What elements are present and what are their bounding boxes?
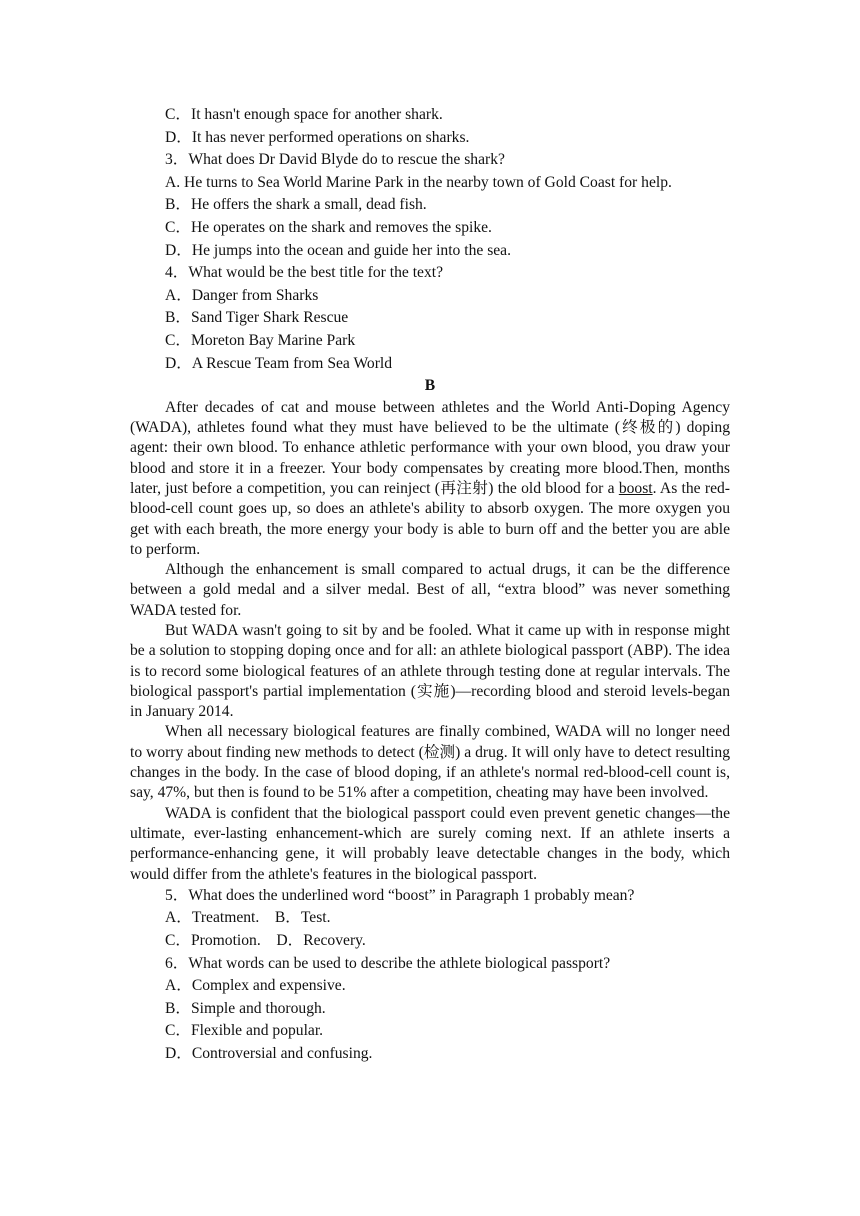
q4-stem: 4．What would be the best title for the text? (165, 264, 444, 282)
q3-option-a: A. He turns to Sea World Marine Park in the nearby town of Gold Coast for help. (165, 173, 672, 191)
q3-option-b: B．He offers the shark a small, dead fish. (165, 196, 427, 214)
passage-paragraph-5: WADA is confident that the biological passport could even prevent genetic changes—the ultimate, ever-lasting enhancement-which are surely coming next. If an athlete inserts a performance-enhancing gene, it will probably leave detectable changes in the body, which would differ from the athlete's features in the biological passport. (130, 804, 730, 883)
q3-option-c: C．He operates on the shark and removes the spike. (165, 218, 492, 236)
q6-option-c: C．Flexible and popular. (165, 1022, 324, 1040)
underlined-word: boost (618, 479, 653, 497)
q5-options-cd: C．Promotion. D．Recovery. (165, 932, 366, 950)
passage-paragraph-3: But WADA wasn't going to sit by and be fooled. What it came up with in response might be a solution to stopping doping once and for all: an athlete biological passport (ABP). The idea is to record some biological features of an athlete through testing done at regular intervals. The biological passport's partial implementation (实施)—recording blood and steroid levels-began in January 2014. (130, 621, 730, 721)
paragraph-1-text-before: After decades of cat and mouse between athletes and the World Anti-Doping Agency (WADA), athletes found what they must have believed to be the ultimate (终极的) doping agent: their own blood. To enhance athletic performance with your own blood, you draw your blood and store it in a freezer. Your body compensates by creating more blood.Then, months later, just before a competition, you can reinject (再注射) the old blood for a (130, 398, 730, 497)
q5-options-ab: A．Treatment. B．Test. (165, 909, 331, 927)
q3-stem: 3．What does Dr David Blyde do to rescue the shark? (165, 151, 505, 169)
q6-stem: 6．What words can be used to describe the athlete biological passport? (165, 954, 611, 972)
q6-option-b: B．Simple and thorough. (165, 999, 326, 1017)
q2-option-d: D．It has never performed operations on sharks. (165, 128, 470, 146)
q4-option-b: B．Sand Tiger Shark Rescue (165, 309, 349, 327)
document-page (130, 104, 730, 1066)
section-heading: B (424, 377, 436, 395)
q3-option-d: D．He jumps into the ocean and guide her into the sea. (165, 241, 512, 259)
q4-option-d: D．A Rescue Team from Sea World (165, 354, 393, 372)
q4-option-c: C．Moreton Bay Marine Park (165, 331, 356, 349)
q6-option-d: D．Controversial and confusing. (165, 1045, 373, 1062)
q4-option-a: A．Danger from Sharks (165, 286, 319, 304)
passage-paragraph-2: Although the enhancement is small compared to actual drugs, it can be the difference between a gold medal and a silver medal. Best of all, “extra blood” was never something WADA tested for. (130, 561, 730, 619)
paragraph-1-text-after: . As the red-blood-cell count goes up, so does an athlete's ability to absorb oxygen. The more oxygen you get with each breath, the more energy your body is able to burn off and the better you are able to perform. (130, 479, 731, 558)
passage-paragraph-1 (130, 398, 730, 560)
q6-option-a: A．Complex and expensive. (165, 977, 346, 995)
passage-paragraph-4: When all necessary biological features are finally combined, WADA will no longer need to worry about finding new methods to detect (检测) a drug. It will only have to detect resulting changes in the body. In the case of blood doping, if an athlete's normal red-blood-cell count is, say, 47%, but then is found to be 51% after a competition, cheating may have been involved. (130, 723, 730, 802)
q2-option-c: C．It hasn't enough space for another shark. (165, 106, 443, 123)
q5-stem: 5．What does the underlined word “boost” in Paragraph 1 probably mean? (165, 886, 635, 904)
